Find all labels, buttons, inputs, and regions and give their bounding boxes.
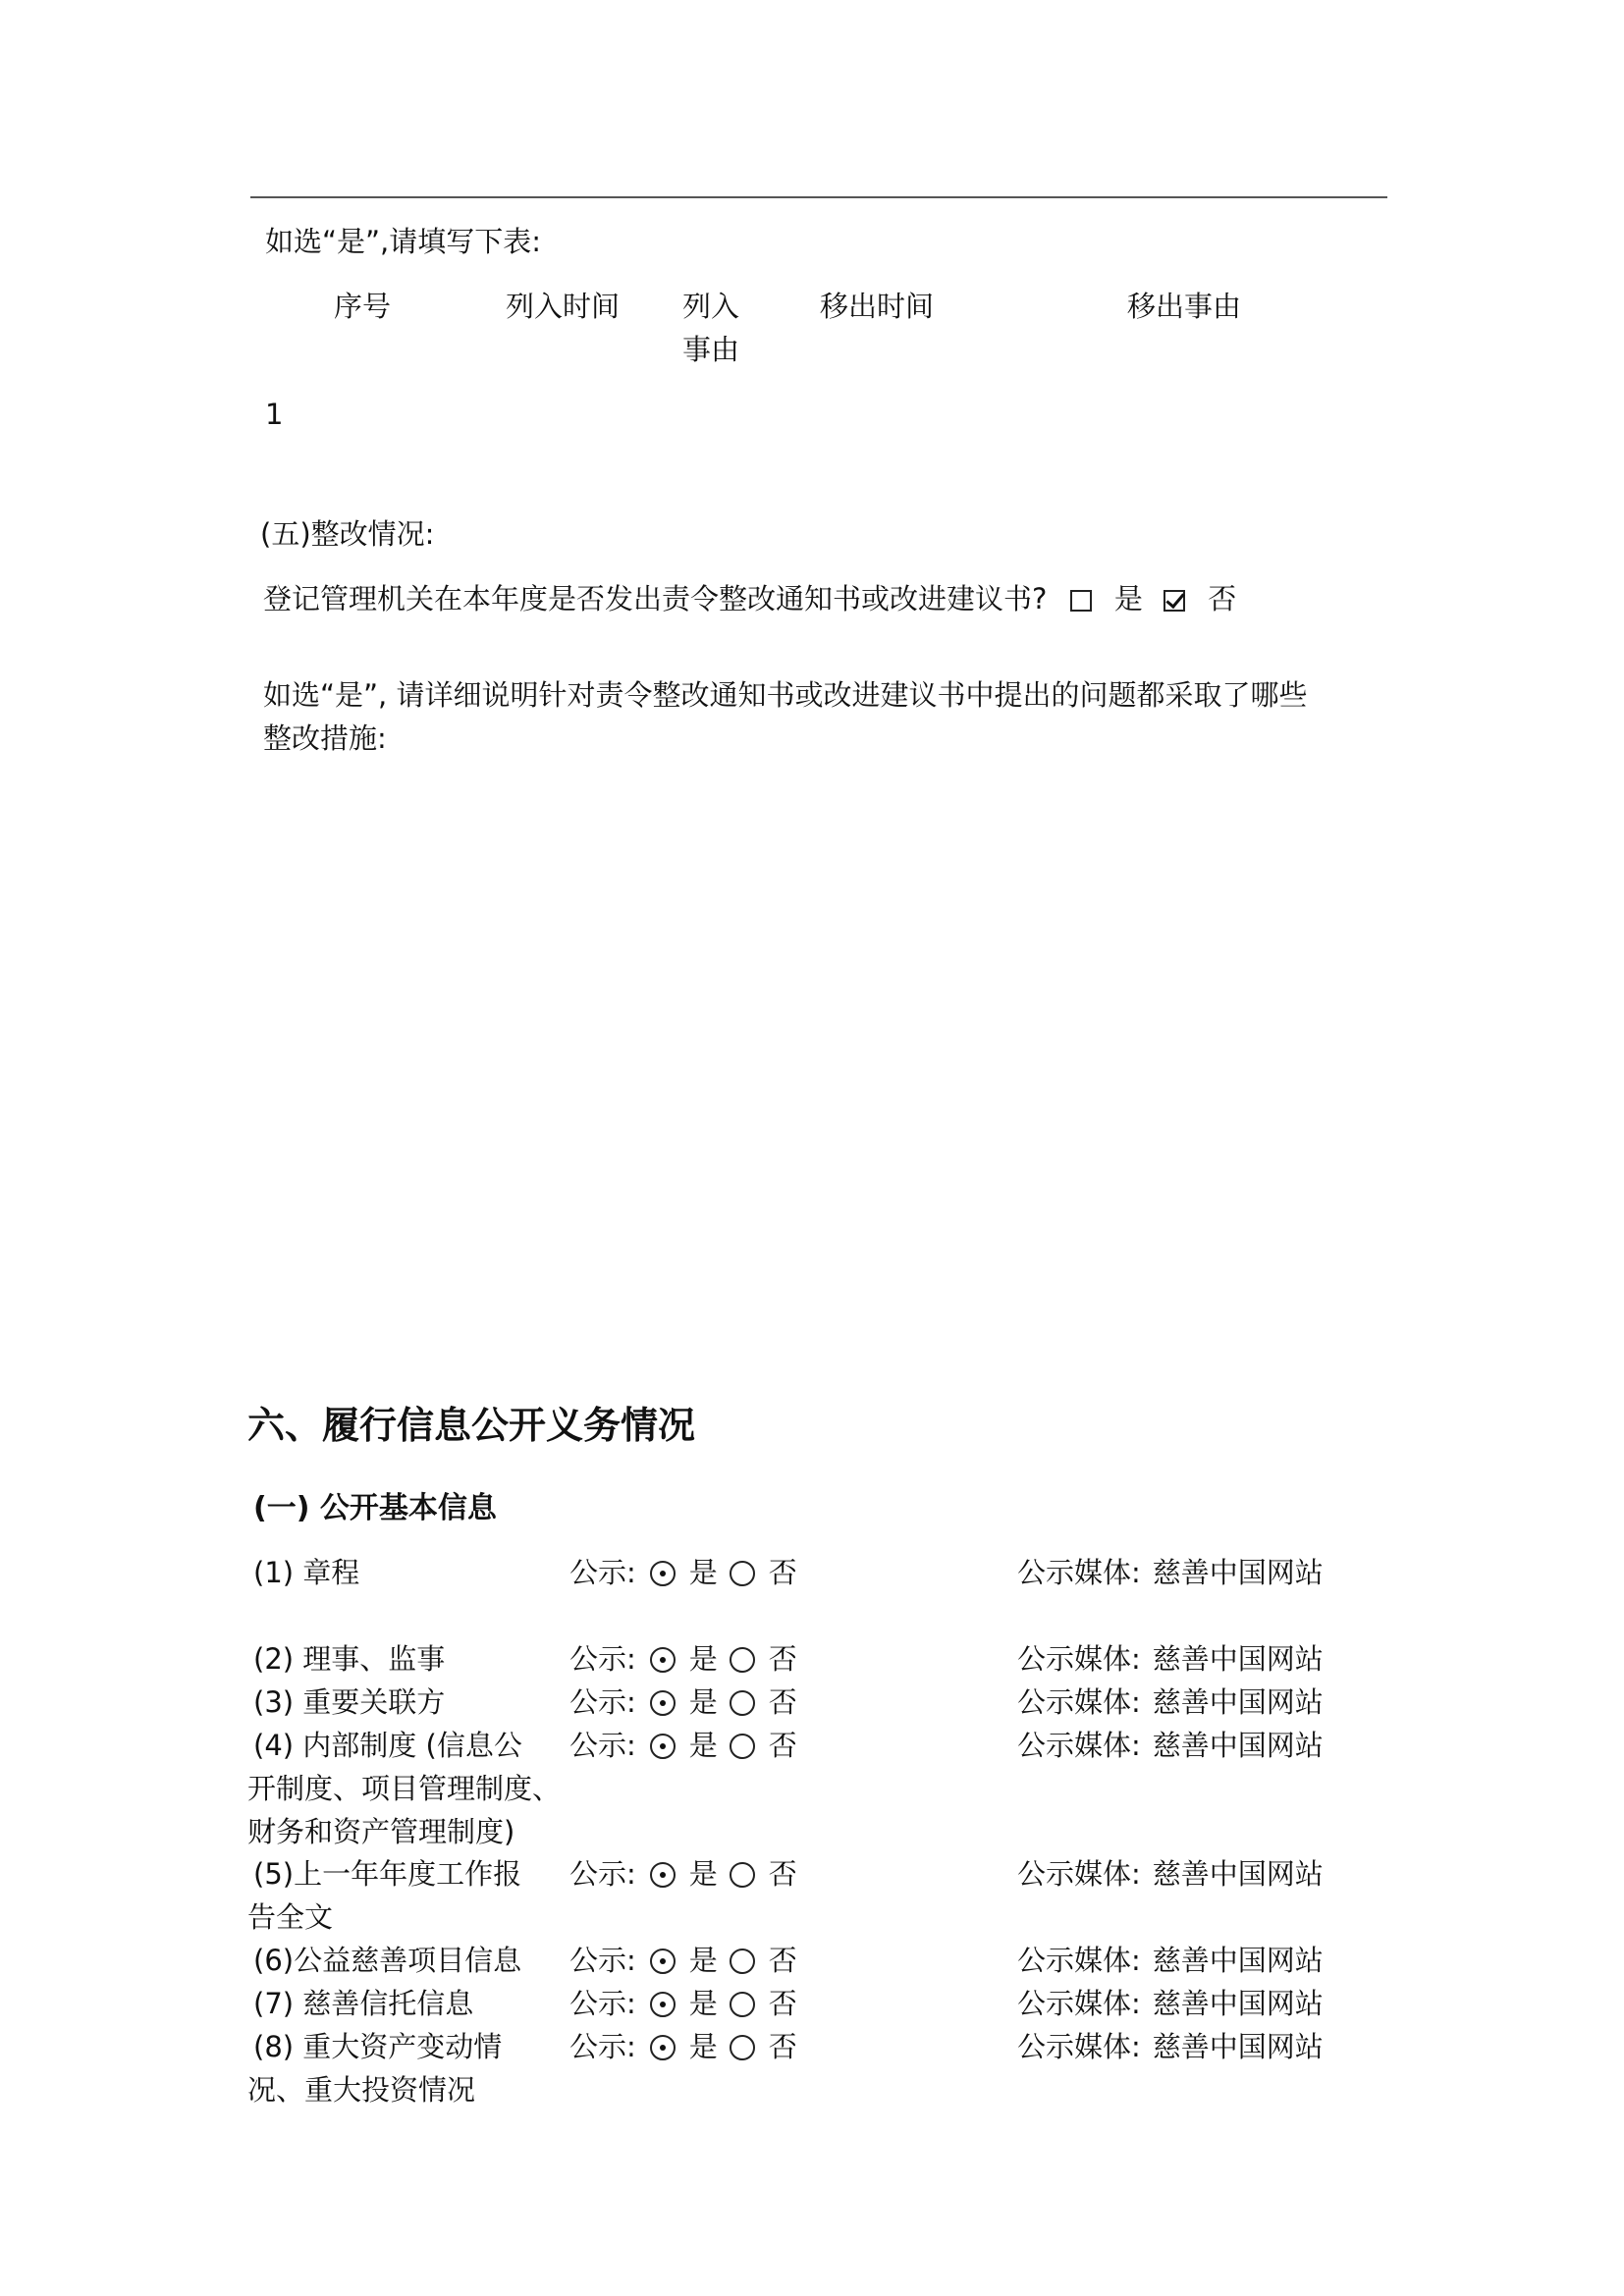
disclose-label: 公示: (569, 1642, 636, 1676)
rectification-question-row (263, 577, 1248, 620)
rectification-question: 登记管理机关在本年度是否发出责令整改通知书或改进建议书? (263, 582, 1048, 615)
disclosure-radio-group (569, 1724, 809, 1767)
disclosure-media (1017, 1852, 1324, 1896)
media-value: 慈善中国网站 (1152, 1944, 1324, 1977)
yes-radio[interactable] (650, 2035, 676, 2060)
no-radio-label: 否 (768, 2030, 797, 2063)
yes-checkbox[interactable] (1070, 590, 1092, 612)
no-checkbox[interactable] (1164, 590, 1185, 612)
disclose-label: 公示: (569, 1944, 636, 1977)
media-value: 慈善中国网站 (1152, 1685, 1324, 1719)
col-header-no: 序号 (334, 290, 392, 323)
media-value: 慈善中国网站 (1152, 1857, 1324, 1891)
disclosure-item-name: (3) 重要关联方 (253, 1685, 446, 1719)
no-radio-label: 否 (768, 1857, 797, 1891)
no-radio[interactable] (730, 1992, 755, 2017)
disclose-label: 公示: (569, 1729, 636, 1762)
media-label: 公示媒体: (1017, 2030, 1141, 2063)
disclosure-item-name: (7) 慈善信托信息 (253, 1987, 474, 2020)
yes-radio-label: 是 (688, 1556, 718, 1589)
disclosure-media (1017, 1551, 1324, 1594)
disclose-label: 公示: (569, 1556, 636, 1589)
media-label: 公示媒体: (1017, 1642, 1141, 1676)
yes-checkbox-label: 是 (1113, 582, 1143, 615)
section-subtitle: (一) 公开基本信息 (253, 1491, 497, 1525)
yes-radio[interactable] (650, 1734, 676, 1759)
no-radio[interactable] (730, 1647, 755, 1673)
disclosure-item-name: 告全文 (247, 1900, 334, 1934)
disclosure-item-name: (1) 章程 (253, 1556, 360, 1589)
disclosure-item-name: (6)公益慈善项目信息 (253, 1944, 522, 1977)
no-radio[interactable] (730, 1561, 755, 1586)
yes-radio[interactable] (650, 1647, 676, 1673)
no-radio-label: 否 (768, 1944, 797, 1977)
section-title: 六、履行信息公开义务情况 (247, 1404, 696, 1447)
media-label: 公示媒体: (1017, 1729, 1141, 1762)
media-value: 慈善中国网站 (1152, 2030, 1324, 2063)
col-header-reason: 事由 (682, 333, 740, 366)
disclose-label: 公示: (569, 1857, 636, 1891)
no-radio-label: 否 (768, 1556, 797, 1589)
media-label: 公示媒体: (1017, 1987, 1141, 2020)
media-label: 公示媒体: (1017, 1944, 1141, 1977)
disclosure-media (1017, 1681, 1324, 1724)
media-label: 公示媒体: (1017, 1685, 1141, 1719)
no-radio-label: 否 (768, 1685, 797, 1719)
yes-radio-label: 是 (688, 1685, 718, 1719)
col-header-remove-time: 移出时间 (820, 290, 935, 323)
media-value: 慈善中国网站 (1152, 1729, 1324, 1762)
no-radio[interactable] (730, 1949, 755, 1974)
disclosure-media (1017, 1982, 1324, 2025)
yes-radio-label: 是 (688, 1944, 718, 1977)
yes-radio-label: 是 (688, 1987, 718, 2020)
disclose-label: 公示: (569, 1685, 636, 1719)
yes-radio-label: 是 (688, 1857, 718, 1891)
rectification-heading: (五)整改情况: (260, 517, 435, 551)
disclosure-item-name: (5)上一年年度工作报 (253, 1857, 522, 1891)
yes-radio[interactable] (650, 1862, 676, 1888)
yes-radio[interactable] (650, 1949, 676, 1974)
disclose-label: 公示: (569, 2030, 636, 2063)
no-radio[interactable] (730, 2035, 755, 2060)
disclosure-item-name: (8) 重大资产变动情 (253, 2030, 503, 2063)
disclosure-radio-group (569, 1551, 809, 1594)
disclosure-radio-group (569, 1982, 809, 2025)
disclosure-media (1017, 1637, 1324, 1681)
no-radio-label: 否 (768, 1987, 797, 2020)
yes-radio-label: 是 (688, 2030, 718, 2063)
media-label: 公示媒体: (1017, 1556, 1141, 1589)
disclosure-media (1017, 1724, 1324, 1767)
disclose-label: 公示: (569, 1987, 636, 2020)
table-row-number: 1 (265, 398, 284, 431)
disclosure-item-name: (2) 理事、监事 (253, 1642, 446, 1676)
col-header-remove-reason: 移出事由 (1127, 290, 1242, 323)
disclosure-media (1017, 1939, 1324, 1982)
col-header-list: 列入 (682, 290, 740, 323)
yes-radio[interactable] (650, 1561, 676, 1586)
disclosure-item-name: 况、重大投资情况 (247, 2073, 476, 2107)
disclosure-radio-group (569, 2025, 809, 2068)
no-radio-label: 否 (768, 1642, 797, 1676)
disclosure-media (1017, 2025, 1324, 2068)
media-label: 公示媒体: (1017, 1857, 1141, 1891)
col-header-list-time: 列入时间 (506, 290, 621, 323)
media-value: 慈善中国网站 (1152, 1642, 1324, 1676)
disclosure-radio-group (569, 1939, 809, 1982)
disclosure-radio-group (569, 1852, 809, 1896)
media-value: 慈善中国网站 (1152, 1556, 1324, 1589)
no-radio[interactable] (730, 1862, 755, 1888)
disclosure-item-name: 财务和资产管理制度) (247, 1815, 515, 1848)
disclosure-item-name: (4) 内部制度 (信息公 (253, 1729, 522, 1762)
yes-radio-label: 是 (688, 1729, 718, 1762)
no-radio[interactable] (730, 1690, 755, 1716)
if-yes-instruction-line2: 整改措施: (263, 721, 387, 755)
media-value: 慈善中国网站 (1152, 1987, 1324, 2020)
disclosure-item-name: 开制度、项目管理制度、 (247, 1772, 562, 1805)
if-yes-instruction-line1: 如选“是”, 请详细说明针对责令整改通知书或改进建议书中提出的问题都采取了哪些 (263, 678, 1308, 712)
top-divider (250, 196, 1387, 198)
disclosure-radio-group (569, 1681, 809, 1724)
yes-radio[interactable] (650, 1992, 676, 2017)
no-radio-label: 否 (768, 1729, 797, 1762)
disclosure-radio-group (569, 1637, 809, 1681)
if-yes-prompt: 如选“是”,请填写下表: (265, 225, 542, 258)
no-checkbox-label: 否 (1208, 582, 1237, 615)
no-radio[interactable] (730, 1734, 755, 1759)
yes-radio-label: 是 (688, 1642, 718, 1676)
yes-radio[interactable] (650, 1690, 676, 1716)
